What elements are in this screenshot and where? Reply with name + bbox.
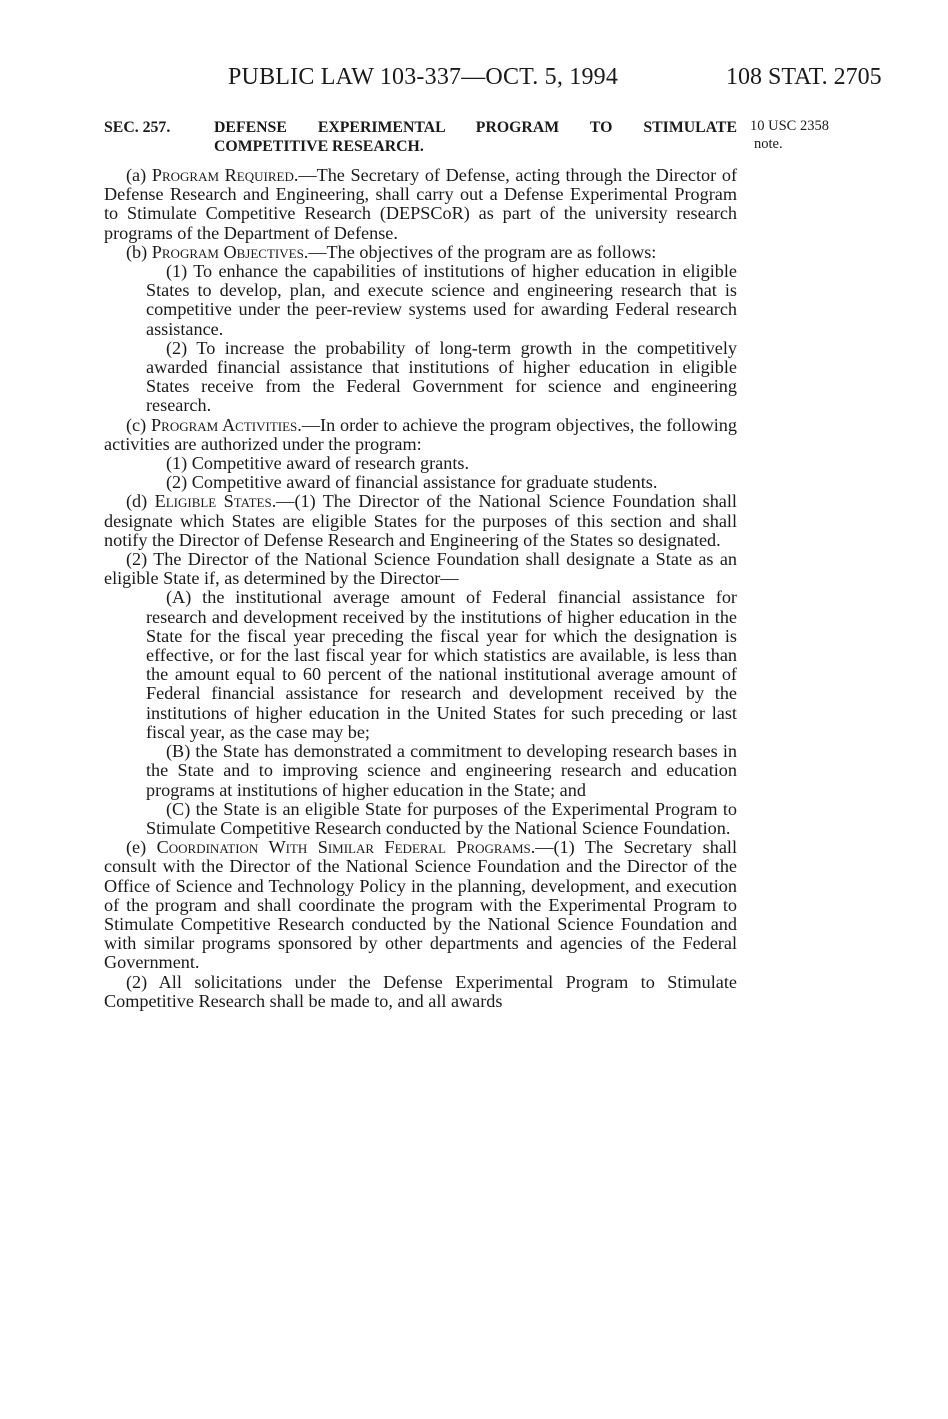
subsection-d-heading: Eligible States. — [154, 491, 277, 512]
subsection-e — [104, 838, 737, 972]
subsection-b-heading: Program Objectives. — [151, 241, 309, 262]
subsection-d — [104, 492, 737, 550]
subsection-d-clause-a: (A) the institutional average amount of Federal financial assistance for research and development received by the institutions of higher education in the State for the fiscal year preceding the fiscal year for which the designation is effective, or for the last fiscal year for which statistics are available, is less than the amount equal to 60 percent of the national institutional average amount of Federal financial assistance for research and development received by the institutions of higher education in the United States for such preceding or last fiscal year, as the case may be; — [146, 587, 737, 742]
document-body — [104, 118, 737, 1011]
subsection-c-heading: Program Activities. — [151, 414, 302, 435]
subsection-c-item-1: (1) Competitive award of research grants. — [166, 453, 470, 474]
section-number: SEC. 257. — [104, 119, 171, 136]
subsection-e-paragraph-2: (2) All solicitations under the Defense Experimental Program to Stimulate Competitive Research shall be made to, and all awards — [104, 971, 737, 1011]
subsection-c-label: (c) — [126, 414, 152, 435]
subsection-b — [104, 243, 737, 262]
subsection-a-text: —The Secretary of Defense, acting through the Director of Defense Research and Engineering, shall carry out a Defense Experimental Program to Stimulate Competitive Research (DEPSCoR) as part of the university research programs of the Department of Defense. — [104, 165, 738, 243]
subsection-d-paragraph-2: (2) The Director of the National Science Foundation shall designate a State as an eligible State if, as determined by the Director— — [104, 549, 737, 589]
subsection-e-heading: Coordination With Similar Federal Programs. — [156, 837, 536, 858]
margin-citation-note — [750, 117, 870, 153]
subsection-a — [104, 166, 737, 243]
subsection-b-item-1: (1) To enhance the capabilities of institutions of higher education in eligible States to develop, plan, and execute science and engineering research that is competitive under the peer-review systems used for awarding Federal research assistance. — [146, 261, 737, 339]
subsection-c-item-2: (2) Competitive award of financial assistance for graduate students. — [166, 472, 658, 493]
page-header-stat: 108 STAT. 2705 — [726, 64, 882, 90]
citation-line: 10 USC 2358 — [750, 118, 829, 134]
subsection-a-heading: Program Required. — [151, 165, 299, 185]
subsection-e-label: (e) — [126, 837, 157, 858]
subsection-e-text: —(1) The Secretary shall consult with the Director of the National Science Foundation and the Director of the Office of Science and Technology Policy in the planning, development, and execution of the program and shall coordinate the program with the Experimental Program to Stimulate Competitive Research conducted by the National Science Foundation and with similar programs sponsored by other departments and agencies of the Federal Government. — [104, 837, 738, 973]
subsection-b-item-2: (2) To increase the probability of long-term growth in the competitively awarded financial assistance that institutions of higher education in eligible States receive from the Federal Government for science and engineering research. — [146, 337, 737, 416]
subsection-c-text: —In order to achieve the program objectives, the following activities are authorized under the program: — [104, 414, 737, 454]
subsection-d-clause-c: (C) the State is an eligible State for purposes of the Experimental Program to Stimulate Competitive Research conducted by the National Science Foundation. — [146, 798, 737, 838]
subsection-d-clause-b: (B) the State has demonstrated a commitment to developing research bases in the State and to improving science and engineering research and education programs at institutions of higher education in the State; and — [146, 741, 737, 800]
subsection-d-text: —(1) The Director of the National Science Foundation shall designate which States are eligible States for the purposes of this section and shall notify the Director of Defense Research and Engineering of the States so designated. — [104, 491, 737, 550]
page-header-title: PUBLIC LAW 103-337—OCT. 5, 1994 — [228, 64, 619, 90]
citation-note-line: note. — [754, 136, 783, 152]
subsection-b-label: (b) — [126, 241, 152, 262]
subsection-b-text: —The objectives of the program are as follows: — [308, 241, 657, 262]
section-title: DEFENSE EXPERIMENTAL PROGRAM TO STIMULATE COMPETITIVE RESEARCH. — [214, 119, 737, 155]
section-heading — [104, 118, 737, 156]
subsection-d-label: (d) — [126, 491, 155, 512]
subsection-a-label: (a) — [126, 165, 152, 185]
subsection-c — [104, 416, 737, 454]
